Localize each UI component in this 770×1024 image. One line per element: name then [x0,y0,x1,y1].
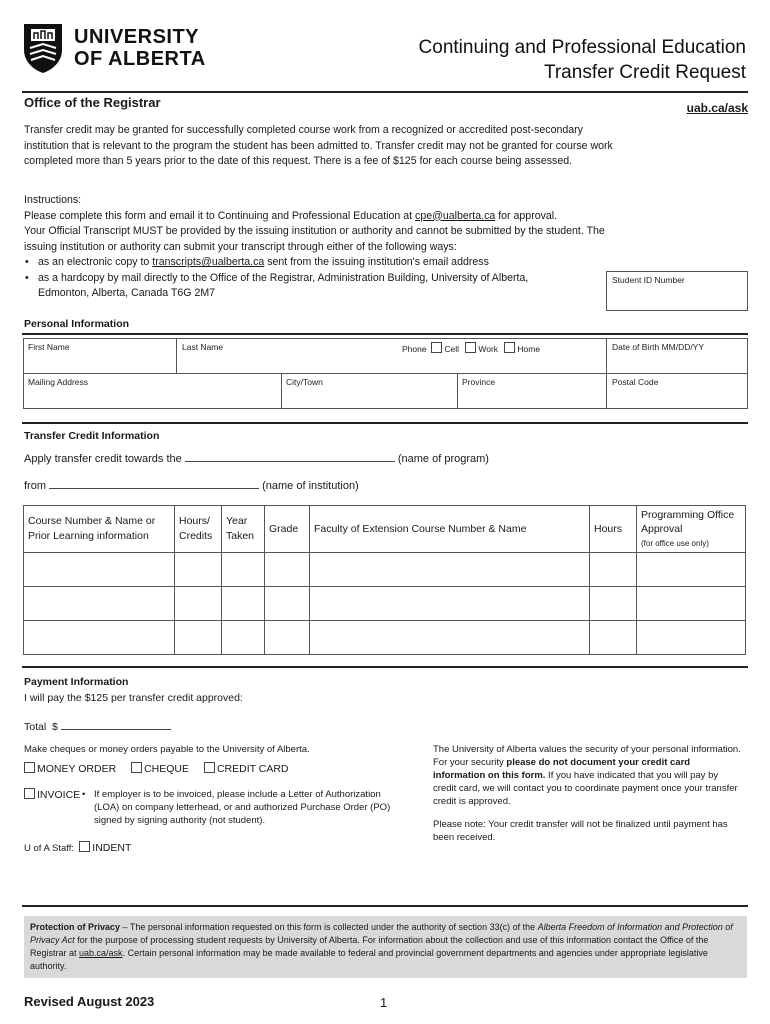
page-number: 1 [380,995,388,1010]
table-header-row [24,506,746,553]
office-name: Office of the Registrar [24,95,161,110]
col-course: Course Number & Name or Prior Learning information [24,506,175,553]
invoice-checkbox[interactable] [24,788,35,799]
personal-info-heading: Personal Information [24,318,130,330]
instructions [24,193,614,302]
col-extension-course: Faculty of Extension Course Number & Name [310,506,590,553]
transcripts-email-link[interactable]: transcripts@ualberta.ca [152,256,265,268]
header-divider [22,91,748,93]
invoice-option: INVOICE [24,788,80,801]
instructions-email-line: Please complete this form and email it to Continuing and Professional Education at cpe@ualberta.ca for approval. [24,209,558,222]
instructions-heading: Instructions: [24,194,82,206]
program-line: Apply transfer credit towards the (name of program) [24,450,489,465]
document-title: Continuing and Professional Education Transfer Credit Request [418,37,746,83]
last-name-label: Last Name [182,342,224,352]
instructions-transcript: Your Official Transcript MUST be provided by the issuing institution or authority and cannot be submitted by the student. The issuing institution or authority can submit your transcript through either of the following ways: [24,225,605,253]
section-divider [22,422,748,424]
list-item: • as a hardcopy by mail directly to the Office of the Registrar, Administration Building, University of Alberta, Edmonton, Alberta, Canada T6G 2M7 [38,271,578,302]
cpe-email-link[interactable]: cpe@ualberta.ca [415,209,496,222]
col-grade: Grade [265,506,310,553]
course-table [23,505,746,655]
cheque-checkbox[interactable] [131,762,142,773]
university-shield-logo-icon [22,22,64,74]
student-id-label: Student ID Number [612,275,685,285]
money-order-checkbox[interactable] [24,762,35,773]
transfer-info-heading: Transfer Credit Information [24,430,160,442]
cell-checkbox[interactable] [431,342,442,353]
intro-paragraph: Transfer credit may be granted for successfully completed course work from a recognized or accredited post-secondary institution that is relevant to the program the student has been admitted to. Transfer credit may not be granted for course work completed more than 5 years prior to the date of this request. There is a fee of $125 for each course being assessed. [24,124,613,167]
indent-checkbox[interactable] [79,841,90,852]
last-name-phone-field[interactable] [176,338,607,374]
payment-methods: MONEY ORDER CHEQUE CREDIT CARD [24,762,289,775]
approval-note: (for office use only) [641,538,709,548]
credit-card-checkbox[interactable] [204,762,215,773]
work-checkbox[interactable] [465,342,476,353]
list-item: • as an electronic copy to transcripts@ualberta.ca sent from the issuing institution's email address [38,255,614,271]
total-line: Total $ [24,718,171,733]
city-label: City/Town [286,377,323,387]
security-note: The University of Alberta values the security of your personal information. For your security please do not document your credit card information on this form. If you have indicated that you will pay by credit card, we will contact you to coordinate payment once your transfer credit is approved. [433,744,741,807]
total-input[interactable] [61,718,171,730]
ask-link[interactable]: uab.ca/ask [686,101,748,115]
col-year-taken: Year Taken [222,506,265,553]
payment-heading: Payment Information [24,676,129,688]
col-approval: Programming Office Approval (for office use only) [637,506,746,553]
payment-line: I will pay the $125 per transfer credit approved: [24,692,243,704]
table-row[interactable] [24,553,746,587]
staff-option: U of A Staff: INDENT [24,842,132,854]
section-divider [22,333,748,335]
section-divider [22,666,748,668]
program-name-input[interactable] [185,450,395,462]
table-row[interactable] [24,621,746,655]
postal-code-label: Postal Code [612,377,659,387]
col-hours: Hours [590,506,637,553]
transcript-options [24,255,614,302]
institution-name-input[interactable] [49,477,259,489]
payment-finalize-note: Please note: Your credit transfer will not be finalized until payment has been received. [433,819,728,843]
cheques-note: Make cheques or money orders payable to the University of Alberta. [24,744,310,755]
dob-label: Date of Birth MM/DD/YY [612,342,705,352]
section-divider [22,905,748,907]
revision-date: Revised August 2023 [24,994,155,1009]
col-hours-credits: Hours/ Credits [175,506,222,553]
institution-line: from (name of institution) [24,477,359,492]
first-name-label: First Name [28,342,70,352]
phone-options: Phone Cell Work Home [402,344,541,354]
province-label: Province [462,377,496,387]
privacy-notice: Protection of Privacy – The personal information requested on this form is collected under the authority of section 33(c) of the Alberta Freedom of Information and Protection of Privacy Act for the purpose of processing student requests by University of Alberta. For information about the collection and use of this information contact the Office of the Registrar at uab.ca/ask. Certain personal information may be made available to federal and provincial government departments and agencies under appropriate legislative authority. [24,916,747,978]
privacy-ask-link[interactable]: uab.ca/ask [79,948,123,958]
invoice-note: • If employer is to be invoiced, please include a Letter of Authorization (LOA) on company letterhead, or and authorized Purchase Order (PO) signed by signing authority (not student). [82,789,391,826]
university-wordmark: UNIVERSITY OF ALBERTA [74,26,206,70]
table-row[interactable] [24,587,746,621]
mailing-address-label: Mailing Address [28,377,89,387]
home-checkbox[interactable] [504,342,515,353]
